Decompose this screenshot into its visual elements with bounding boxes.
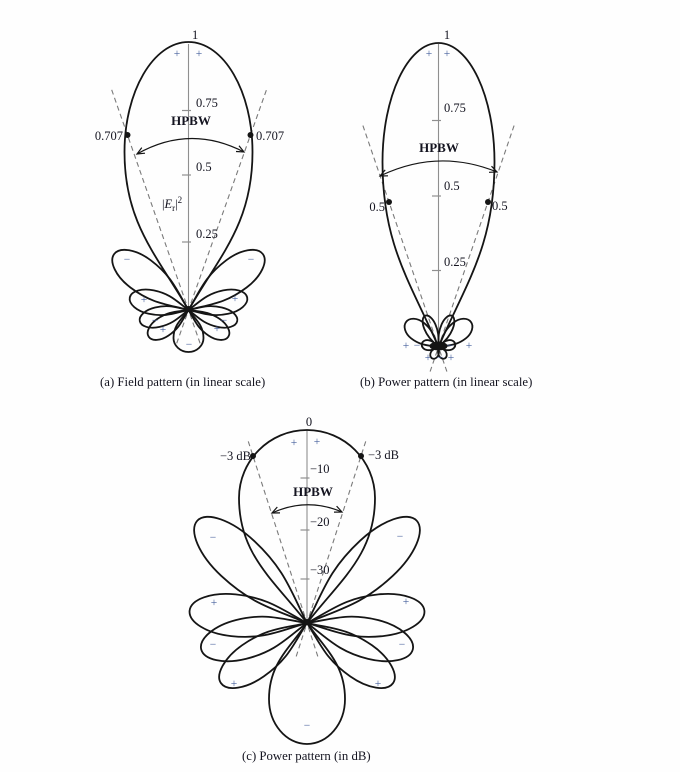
- lobe-sign-label: +: [231, 293, 239, 305]
- lobe-sign-label: +: [230, 678, 238, 690]
- half-power-dashed-line: [362, 122, 447, 371]
- panel-b: [362, 28, 515, 372]
- axis-value-label: 0.5: [196, 160, 212, 174]
- lobe-sign-label: +: [213, 323, 221, 335]
- lobe-sign-label: −: [220, 315, 228, 327]
- lobe-sign-label: +: [210, 597, 218, 609]
- lobe-sign-label: +: [443, 48, 451, 60]
- axis-value-label: 0.75: [196, 96, 218, 110]
- half-power-dot: [125, 132, 131, 138]
- lobe-sign-label: +: [424, 352, 432, 364]
- lobe-sign-label: −: [123, 254, 131, 266]
- lobe-sign-label: +: [159, 324, 167, 336]
- axis-value-label: −20: [310, 515, 330, 529]
- lobe-sign-label: −: [247, 254, 255, 266]
- axis-value-label: −10: [310, 462, 330, 476]
- half-power-dot: [358, 453, 364, 459]
- hpbw-label: HPBW: [293, 484, 333, 499]
- origin-knot: [185, 306, 192, 312]
- lobe-sign-label: +: [140, 294, 148, 306]
- lobe-sign-label: +: [195, 48, 203, 60]
- lobe-sign-label: +: [465, 340, 473, 352]
- lobe-sign-label: −: [413, 340, 421, 352]
- caption-power-pattern-db: (c) Power pattern (in dB): [242, 749, 371, 763]
- axis-value-label: 0.75: [444, 101, 466, 115]
- axis-value-label: −30: [310, 563, 330, 577]
- lobe-sign-label: −: [185, 339, 193, 351]
- axis-value-label: 1: [192, 28, 199, 42]
- axis-value-label: −3 dB: [368, 448, 400, 462]
- axis-value-label: 0.25: [444, 255, 466, 269]
- panel-a: [95, 28, 284, 352]
- axis-value-label: 0.5: [369, 200, 385, 214]
- lobe-sign-label: −: [303, 720, 311, 732]
- lobe-sign-label: −: [398, 639, 406, 651]
- axis-value-label: 1: [443, 28, 451, 42]
- lobe-sign-label: −: [446, 340, 454, 352]
- half-power-dot: [248, 132, 254, 138]
- half-power-dot: [386, 199, 392, 205]
- lobe-sign-label: −: [209, 639, 217, 651]
- lobe-sign-label: +: [447, 352, 455, 364]
- lobe-sign-label: +: [425, 48, 433, 60]
- origin-knot: [430, 342, 448, 351]
- axis-value-label: 0.5: [492, 199, 508, 213]
- lobe-sign-label: +: [374, 678, 382, 690]
- axis-value-label: 0.25: [196, 227, 218, 241]
- axis-value-label: −3 dB: [219, 449, 251, 463]
- lobe-sign-label: −: [436, 352, 444, 364]
- origin-knot: [304, 619, 310, 625]
- hpbw-label: HPBW: [171, 113, 211, 128]
- lobe-sign-label: −: [209, 532, 217, 544]
- lobe-sign-label: −: [151, 315, 159, 327]
- field-magnitude-label: $|E_r|^2$: [162, 195, 183, 213]
- half-power-dashed-line: [430, 122, 515, 371]
- axis-value-label: 0.5: [444, 179, 460, 193]
- axis-value-label: 0: [305, 415, 313, 429]
- hpbw-label: HPBW: [419, 140, 459, 155]
- axis-value-label: 0.707: [256, 129, 285, 143]
- lobe-sign-label: +: [290, 437, 298, 449]
- lobe-sign-label: +: [402, 340, 410, 352]
- caption-power-pattern-linear: (b) Power pattern (in linear scale): [360, 375, 533, 389]
- axis-value-label: 0.707: [94, 129, 123, 143]
- half-power-dot: [485, 199, 491, 205]
- caption-field-pattern-linear: (a) Field pattern (in linear scale): [100, 375, 266, 389]
- lobe-sign-label: −: [396, 531, 404, 543]
- panel-c: [190, 415, 425, 744]
- hpbw-arrow: [137, 138, 244, 154]
- lobe-sign-label: +: [402, 596, 410, 608]
- lobe-sign-label: +: [173, 48, 181, 60]
- lobe-sign-label: +: [313, 436, 321, 448]
